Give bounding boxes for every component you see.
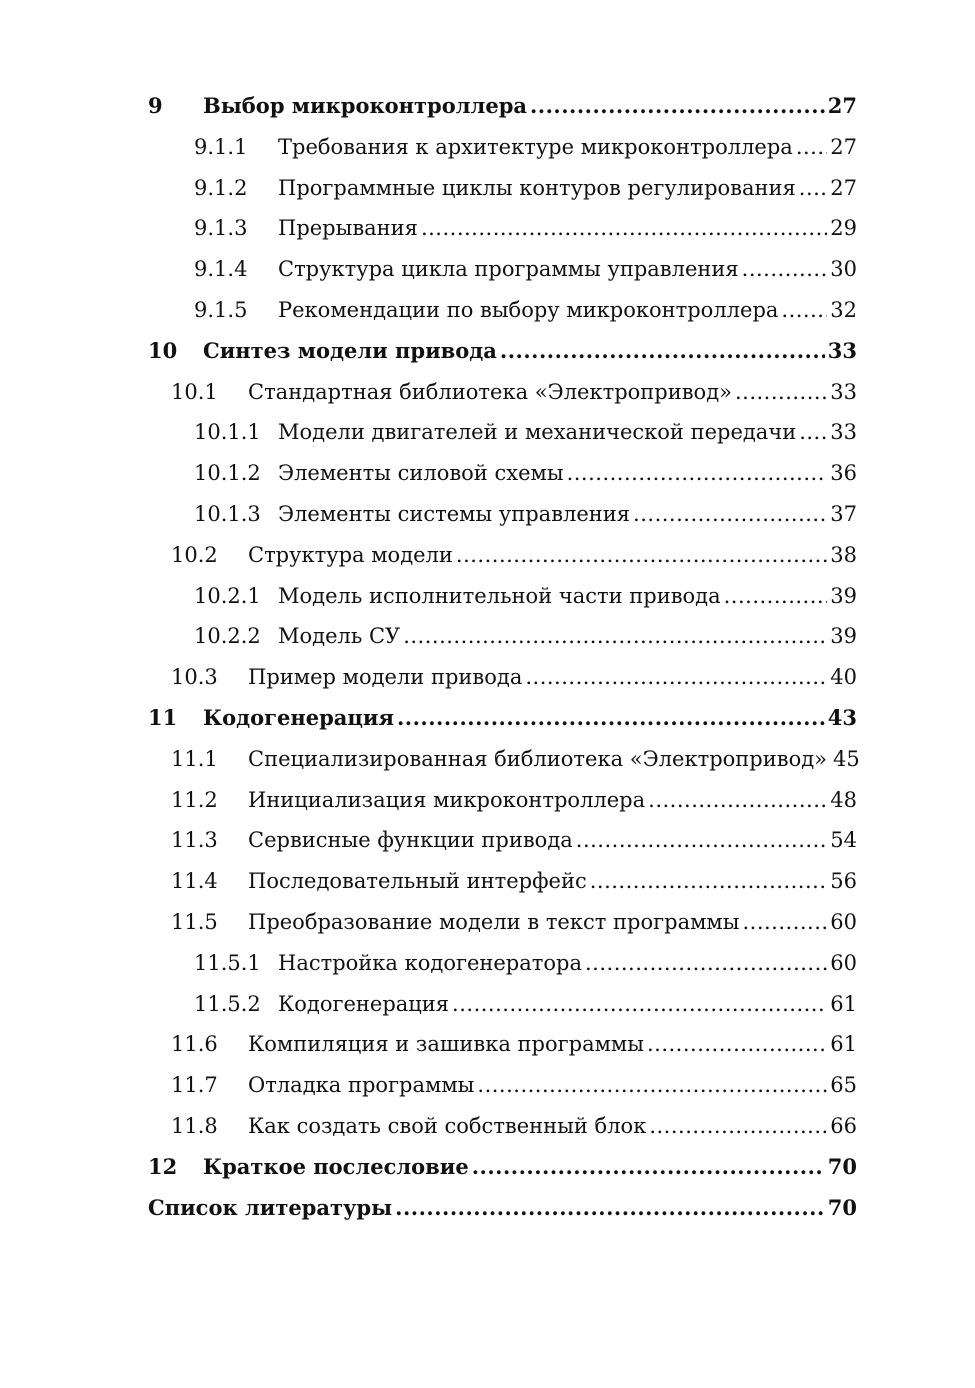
toc-entry[interactable]	[148, 616, 857, 657]
toc-entry-title: Сервисные функции привода	[248, 828, 573, 853]
toc-entry-title: Кодогенерация	[203, 704, 394, 730]
toc-entry-title: Модель СУ	[278, 624, 401, 649]
toc-entry-title: Преобразование модели в текст программы	[248, 909, 740, 934]
toc-entry-title: Элементы системы управления	[278, 501, 631, 526]
toc-entry-page: 54	[830, 828, 857, 853]
toc-entry-title: Кодогенерация	[278, 991, 450, 1016]
toc-entry-number: 11.1	[171, 746, 218, 771]
toc-entry-title: Компиляция и зашивка программы	[248, 1032, 644, 1057]
toc-dot-leader	[649, 1106, 827, 1147]
toc-dot-leader	[648, 780, 827, 821]
toc-entry-number: 10.1.3	[194, 501, 261, 526]
toc-dot-leader	[585, 943, 827, 984]
toc-entry-page: 39	[830, 624, 857, 649]
toc-entry[interactable]	[148, 208, 857, 249]
toc-entry[interactable]	[148, 168, 857, 209]
toc-entry-title: Специализированная библиотека «Электропривод»	[248, 746, 827, 771]
toc-entry[interactable]	[148, 902, 857, 943]
toc-entry[interactable]	[148, 494, 857, 535]
toc-entry-number: 9.1.4	[194, 257, 248, 282]
toc-entry[interactable]	[148, 535, 857, 576]
toc-entry-title: Отладка программы	[248, 1073, 475, 1098]
toc-dot-leader	[472, 1147, 825, 1188]
toc-entry[interactable]	[148, 1106, 857, 1147]
toc-entry-number: 10.2.2	[194, 624, 261, 649]
toc-entry-page: 70	[827, 1194, 857, 1220]
toc-entry[interactable]	[148, 943, 857, 984]
toc-entry-page: 27	[827, 93, 857, 118]
toc-entry-number: 11	[148, 704, 178, 730]
toc-entry-number: 10.3	[171, 665, 218, 690]
toc-entry-title: Список литературы	[148, 1194, 393, 1220]
toc-entry-title: Программные циклы контуров регулирования	[278, 175, 796, 200]
toc-entry-number: 11.5.2	[194, 991, 261, 1016]
toc-entry-page: 39	[830, 583, 857, 608]
toc-entry-number: 10.2.1	[194, 583, 261, 608]
toc-entry-number: 9.1.5	[194, 297, 248, 322]
toc-entry-title: Стандартная библиотека «Электропривод»	[248, 379, 732, 404]
toc-entry-title: Настройка кодогенератора	[278, 950, 582, 975]
toc-entry-title: Инициализация микроконтроллера	[248, 787, 646, 812]
toc-entry-number: 9.1.2	[194, 175, 248, 200]
toc-dot-leader	[796, 127, 827, 168]
toc-dot-leader	[633, 494, 827, 535]
toc-entry-number: 10.1	[171, 379, 218, 404]
toc-entry-page: 60	[830, 950, 857, 975]
toc-entry[interactable]	[148, 86, 857, 127]
toc-entry-number: 10	[148, 337, 178, 363]
toc-entry-title: Структура модели	[248, 542, 453, 567]
toc-entry[interactable]	[148, 1147, 857, 1188]
toc-entry-page: 66	[830, 1113, 857, 1138]
toc-entry-number: 9.1.1	[194, 134, 248, 159]
toc-entry[interactable]	[148, 331, 857, 372]
toc-dot-leader	[477, 1065, 827, 1106]
toc-entry-number: 10.2	[171, 542, 218, 567]
toc-entry-page: 43	[827, 704, 857, 730]
toc-entry[interactable]	[148, 127, 857, 168]
toc-entry[interactable]	[148, 984, 857, 1025]
toc-entry-page: 33	[827, 337, 857, 363]
toc-entry-number: 11.3	[171, 828, 218, 853]
toc-entry-title: Требования к архитектуре микроконтроллера	[278, 134, 793, 159]
toc-entry-number: 9.1.3	[194, 216, 248, 241]
toc-entry-number: 10.1.2	[194, 461, 261, 486]
toc-entry-number: 11.6	[171, 1032, 218, 1057]
toc-entry-number: 11.8	[171, 1113, 218, 1138]
toc-entry-title: Как создать свой собственный блок	[248, 1113, 647, 1138]
toc-dot-leader	[735, 372, 827, 413]
toc-entry-page: 33	[830, 379, 857, 404]
toc-entry-title: Модель исполнительной части привода	[278, 583, 721, 608]
toc-entry[interactable]	[148, 698, 857, 739]
toc-entry-number: 11.5	[171, 909, 218, 934]
toc-dot-leader	[567, 453, 828, 494]
toc-entry-page: 33	[830, 420, 857, 445]
toc-dot-leader	[724, 576, 828, 617]
toc-dot-leader	[397, 698, 825, 739]
toc-entry-page: 27	[830, 175, 857, 200]
toc-dot-leader	[456, 535, 827, 576]
toc-dot-leader	[500, 331, 825, 372]
toc-entry-title: Элементы силовой схемы	[278, 461, 564, 486]
toc-entry-number: 11.5.1	[194, 950, 261, 975]
toc-dot-leader	[530, 86, 825, 127]
toc-entry-page: 37	[830, 501, 857, 526]
toc-entry[interactable]	[148, 453, 857, 494]
toc-entry-title: Пример модели привода	[248, 665, 523, 690]
toc-dot-leader	[742, 249, 828, 290]
toc-dot-leader	[781, 290, 827, 331]
toc-entry[interactable]	[148, 412, 857, 453]
toc-entry-title: Последовательный интерфейс	[248, 869, 587, 894]
toc-dot-leader	[647, 1024, 827, 1065]
toc-entry-title: Выбор микроконтроллера	[203, 93, 527, 118]
toc-entry[interactable]	[148, 820, 857, 861]
toc-entry-title: Краткое послесловие	[203, 1153, 469, 1179]
toc-entry[interactable]	[148, 290, 857, 331]
toc-entry-number: 12	[148, 1153, 178, 1179]
toc-entry-number: 11.7	[171, 1073, 218, 1098]
toc-entry-title: Структура цикла программы управления	[278, 257, 739, 282]
toc-entry-page: 61	[830, 1032, 857, 1057]
toc-dot-leader	[421, 208, 827, 249]
toc-entry-page: 45	[833, 746, 860, 771]
toc-entry-page: 40	[830, 665, 857, 690]
toc-entry-title: Модели двигателей и механической передачи	[278, 420, 797, 445]
toc-entry[interactable]	[148, 1065, 857, 1106]
toc-entry-page: 27	[830, 134, 857, 159]
toc-dot-leader	[452, 984, 827, 1025]
toc-entry[interactable]	[148, 657, 857, 698]
toc-entry-page: 32	[830, 297, 857, 322]
toc-entry-page: 38	[830, 542, 857, 567]
toc-entry[interactable]	[148, 576, 857, 617]
toc-dot-leader	[395, 1188, 825, 1229]
toc-dot-leader	[742, 902, 827, 943]
toc-entry-page: 36	[830, 461, 857, 486]
toc-dot-leader	[799, 168, 828, 209]
toc-entry-page: 30	[830, 257, 857, 282]
toc-dot-leader	[525, 657, 827, 698]
toc-dot-leader	[590, 861, 828, 902]
toc-entry-number: 11.4	[171, 869, 218, 894]
toc-entry-title: Синтез модели привода	[203, 337, 497, 363]
toc-entry[interactable]	[148, 1024, 857, 1065]
toc-dot-leader	[403, 616, 827, 657]
toc-entry-number: 11.2	[171, 787, 218, 812]
toc-entry-number: 9	[148, 93, 163, 118]
toc-entry-title: Рекомендации по выбору микроконтроллера	[278, 297, 779, 322]
toc-entry-page: 56	[830, 869, 857, 894]
toc-entry-number: 10.1.1	[194, 420, 261, 445]
toc-entry-page: 48	[830, 787, 857, 812]
toc-entry-page: 65	[830, 1073, 857, 1098]
toc-entry[interactable]	[148, 372, 857, 413]
toc-entry[interactable]	[148, 1188, 857, 1229]
toc-dot-leader	[576, 820, 827, 861]
toc-entry-page: 61	[830, 991, 857, 1016]
toc-entry[interactable]	[148, 780, 857, 821]
toc-entry-page: 70	[827, 1153, 857, 1179]
toc-entry-page: 29	[830, 216, 857, 241]
toc-entry[interactable]	[148, 249, 857, 290]
toc-entry[interactable]	[148, 739, 860, 780]
toc-dot-leader	[799, 412, 827, 453]
toc-entry-page: 60	[830, 909, 857, 934]
toc-entry-title: Прерывания	[278, 216, 418, 241]
table-of-contents	[148, 86, 860, 1228]
toc-entry[interactable]	[148, 861, 857, 902]
